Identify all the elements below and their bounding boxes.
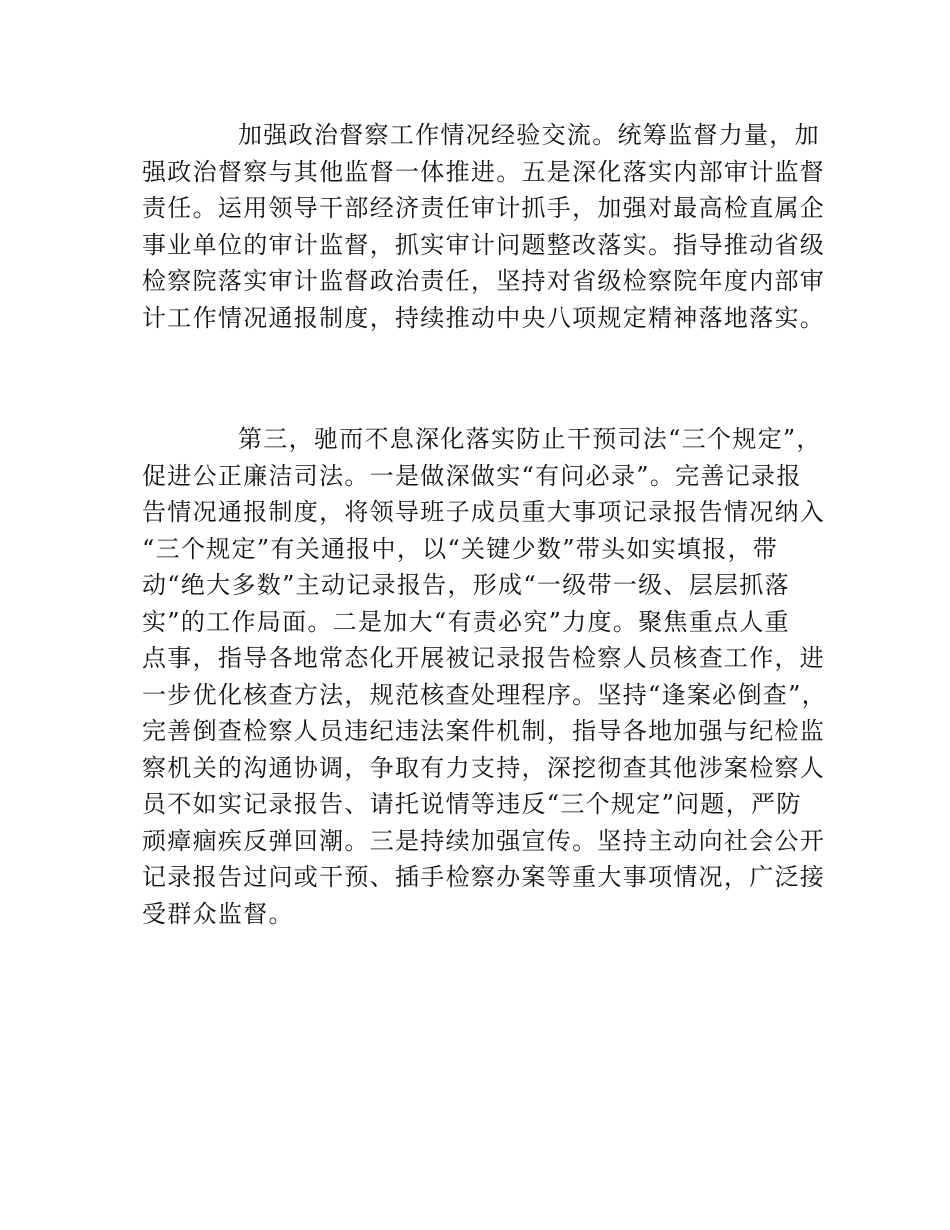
paragraph-line: 强政治督察与其他监督一体推进。五是深化落实内部审计监督 [142, 157, 826, 186]
paragraph-line: 实”的工作局面。二是加大“有责必究”力度。聚焦重点人重 [142, 607, 790, 636]
paragraph-line: 完善倒查检察人员违纪违法案件机制，指导各地加强与纪检监 [142, 717, 826, 745]
paragraph-line: 责任。运用领导干部经济责任审计抓手，加强对最高检直属企 [142, 194, 826, 222]
paragraph-line: 事业单位的审计监督，抓实审计问题整改落实。指导推动省级 [142, 230, 826, 259]
paragraph-line: 记录报告过问或干预、插手检察办案等重大事项情况，广泛接 [142, 863, 826, 891]
paragraph-line: 检察院落实审计监督政治责任，坚持对省级检察院年度内部审 [142, 267, 826, 295]
paragraph-line: 顽瘴痼疾反弹回潮。三是持续加强宣传。坚持主动向社会公开 [142, 826, 826, 855]
paragraph-1 [142, 117, 832, 336]
paragraph-line: 员不如实记录报告、请托说情等违反“三个规定”问题，严防 [142, 790, 802, 818]
paragraph-line: 计工作情况通报制度，持续推动中央八项规定精神落地落实。 [142, 303, 826, 332]
paragraph-line: 察机关的沟通协调，争取有力支持，深挖彻查其他涉案检察人 [142, 753, 826, 782]
paragraph-line: 受群众监督。 [142, 899, 294, 928]
paragraph-2 [142, 421, 832, 932]
paragraph-line: 第三，驰而不息深化落实防止干预司法“三个规定”， [238, 425, 822, 453]
paragraph-line: 点事，指导各地常态化开展被记录报告检察人员核查工作，进 [142, 644, 826, 672]
paragraph-line: 促进公正廉洁司法。一是做深做实“有问必录”。完善记录报 [142, 461, 802, 490]
paragraph-line: “三个规定”有关通报中，以“关键少数”带头如实填报，带 [142, 534, 779, 563]
paragraph-line: 告情况通报制度，将领导班子成员重大事项记录报告情况纳入 [142, 498, 826, 526]
paragraph-line: 动“绝大多数”主动记录报告，形成“一级带一级、层层抓落 [142, 571, 790, 599]
paragraph-line: 一步优化核查方法，规范核查处理程序。坚持“逢案必倒查”， [142, 680, 827, 709]
paragraph-line: 加强政治督察工作情况经验交流。统筹监督力量，加 [238, 121, 820, 149]
